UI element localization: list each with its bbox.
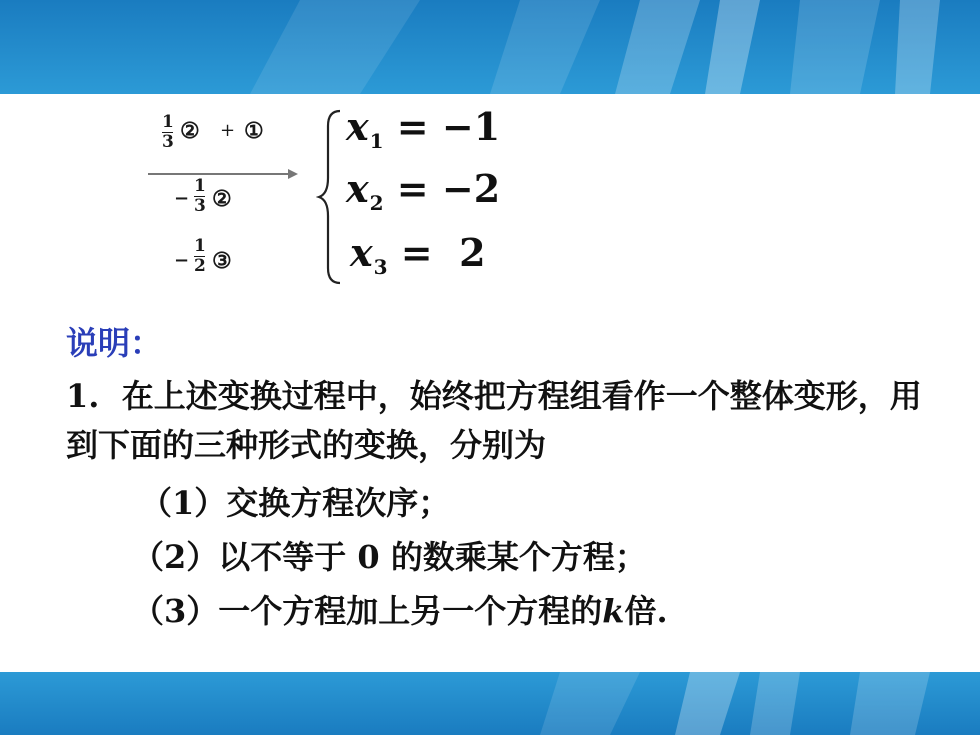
item-number: （3） — [132, 592, 219, 630]
notes-title: 说明： — [66, 324, 163, 362]
variable: x — [346, 104, 369, 149]
footer-band — [0, 672, 980, 735]
item-text: 以不等于 0 的数乘某个方程； — [218, 538, 647, 576]
equation-rhs: = −1 — [383, 104, 501, 149]
equation-x1 — [346, 104, 501, 153]
arrow-icon — [148, 168, 298, 180]
subscript: 3 — [373, 255, 388, 279]
equation-rhs: = 2 — [387, 230, 486, 275]
header-band — [0, 0, 980, 94]
list-item — [132, 532, 647, 578]
list-item — [140, 478, 450, 524]
row-operations — [148, 108, 308, 298]
equation-rhs: = −2 — [383, 166, 501, 211]
item-tail: 倍. — [624, 592, 668, 630]
paragraph-text: 在上述变换过程中，始终把方程组看作一个整体变形，用到下面的三种形式的变换，分别为 — [66, 377, 922, 464]
variable: x — [346, 166, 369, 211]
numerator: 1 — [194, 236, 206, 256]
fraction-one-third — [194, 178, 206, 215]
numerator: 1 — [194, 176, 206, 196]
left-brace-icon — [316, 108, 346, 286]
fraction-one-half — [194, 238, 206, 275]
item-number: （1） — [140, 484, 227, 522]
item-number: （2） — [132, 538, 219, 576]
circled-three: ③ — [212, 248, 232, 274]
subscript: 2 — [369, 191, 384, 215]
denominator: 3 — [194, 196, 206, 216]
italic-k: k — [602, 592, 625, 630]
equation-x2 — [346, 166, 501, 215]
paragraph-number: 1. — [66, 377, 100, 415]
circled-one: ① — [244, 118, 264, 144]
circled-two: ② — [212, 186, 232, 212]
variable: x — [350, 230, 373, 275]
minus-sign: − — [174, 188, 190, 209]
circled-two: ② — [180, 118, 200, 144]
item-text: 一个方程加上另一个方程的 — [218, 592, 603, 630]
numerator: 1 — [162, 112, 174, 132]
plus-sign: + — [220, 120, 236, 141]
equation-x3 — [350, 230, 486, 279]
fraction-one-third — [162, 114, 174, 151]
denominator: 3 — [162, 132, 174, 152]
denominator: 2 — [194, 256, 206, 276]
notes-paragraph — [66, 372, 926, 470]
minus-sign: − — [174, 250, 190, 271]
subscript: 1 — [369, 129, 384, 153]
item-text: 交换方程次序； — [226, 484, 451, 522]
list-item — [132, 586, 668, 632]
